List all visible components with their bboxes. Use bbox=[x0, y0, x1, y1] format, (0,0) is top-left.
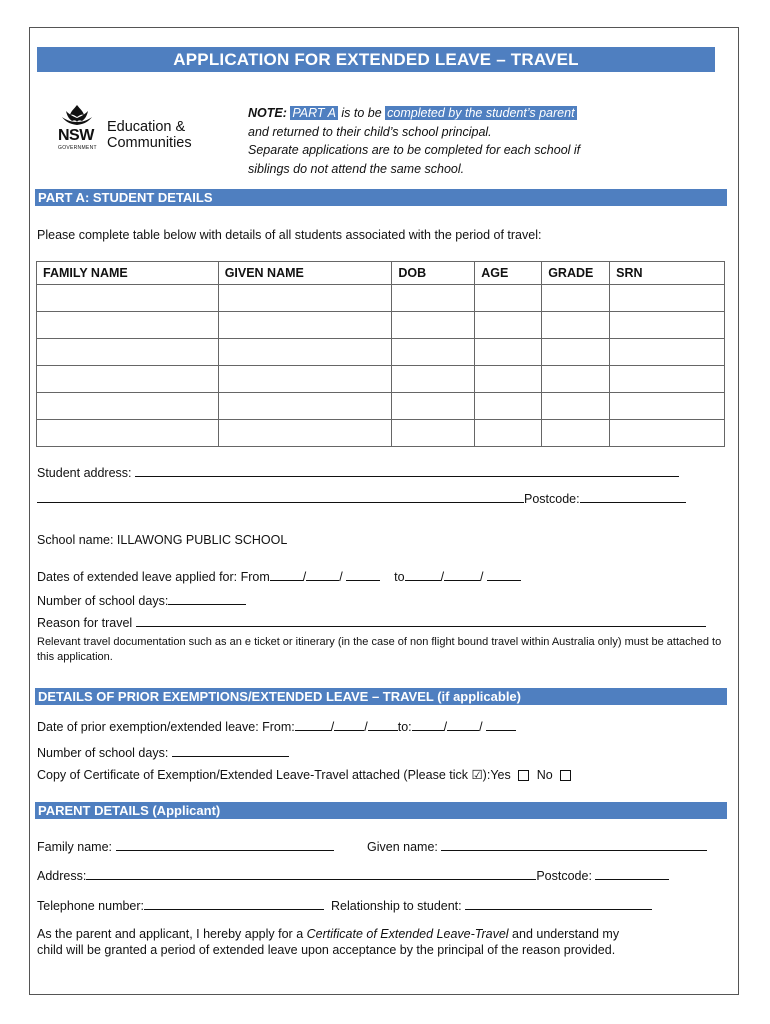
note-completed-highlight: completed by the student’s parent bbox=[387, 106, 575, 120]
prior-to-year-field[interactable] bbox=[486, 717, 516, 731]
yes-checkbox[interactable] bbox=[518, 770, 529, 781]
table-row[interactable] bbox=[37, 420, 725, 447]
student-postcode-field[interactable] bbox=[580, 489, 686, 503]
note-part-a: PART A bbox=[292, 106, 336, 120]
declaration: As the parent and applicant, I hereby apply for a Certificate of Extended Leave-Travel and understand my child will be granted a period of extended leave upon acceptance by the principal of the reason provided. bbox=[37, 927, 620, 957]
col-age: AGE bbox=[475, 262, 542, 285]
family-name-row: Family name: bbox=[37, 837, 334, 854]
prior-from-month-field[interactable] bbox=[334, 717, 364, 731]
department-name: Education & Communities bbox=[107, 119, 192, 151]
prior-to-day-field[interactable] bbox=[412, 717, 444, 731]
given-name-row: Given name: bbox=[367, 837, 707, 854]
certificate-name: Certificate of Extended Leave-Travel bbox=[306, 927, 509, 941]
note-block: NOTE: PART A is to be completed by the student’s parent and returned to their child’s school principal. Separate applications are to be completed for each school if siblings do not attend the same school. bbox=[248, 106, 581, 176]
table-header-row bbox=[37, 262, 725, 285]
prior-school-days-row: Number of school days: bbox=[37, 743, 289, 760]
prior-school-days-field[interactable] bbox=[172, 743, 289, 757]
reason-field[interactable] bbox=[136, 613, 706, 627]
student-address-line2: Postcode: bbox=[37, 489, 686, 506]
student-address-field-2[interactable] bbox=[37, 489, 524, 503]
school-days-row: Number of school days: bbox=[37, 591, 246, 608]
leave-dates-row: Dates of extended leave applied for: From / / to / / bbox=[37, 567, 521, 584]
parent-details-heading: PARENT DETAILS (Applicant) bbox=[35, 802, 727, 819]
note-label: NOTE: bbox=[248, 106, 287, 120]
table-row[interactable] bbox=[37, 339, 725, 366]
from-month-field[interactable] bbox=[306, 567, 339, 581]
to-month-field[interactable] bbox=[444, 567, 480, 581]
table-row[interactable] bbox=[37, 366, 725, 393]
part-a-heading: PART A: STUDENT DETAILS bbox=[35, 189, 727, 206]
no-checkbox[interactable] bbox=[560, 770, 571, 781]
waratah-icon bbox=[58, 103, 96, 127]
table-row[interactable] bbox=[37, 285, 725, 312]
given-name-field[interactable] bbox=[441, 837, 707, 851]
telephone-field[interactable] bbox=[144, 896, 324, 910]
col-dob: DOB bbox=[392, 262, 475, 285]
reason-row: Reason for travel bbox=[37, 613, 706, 630]
student-address-row: Student address: bbox=[37, 463, 679, 480]
prior-date-row: Date of prior exemption/extended leave: From: / / to: / / bbox=[37, 717, 516, 734]
family-name-field[interactable] bbox=[116, 837, 334, 851]
prior-to-month-field[interactable] bbox=[447, 717, 479, 731]
prior-exemptions-heading: DETAILS OF PRIOR EXEMPTIONS/EXTENDED LEAVE – TRAVEL (if applicable) bbox=[35, 688, 727, 705]
to-day-field[interactable] bbox=[405, 567, 441, 581]
form-title: APPLICATION FOR EXTENDED LEAVE – TRAVEL bbox=[37, 47, 715, 72]
nsw-wordmark: NSW bbox=[58, 127, 94, 144]
prior-from-day-field[interactable] bbox=[295, 717, 331, 731]
nsw-logo bbox=[58, 103, 218, 155]
school-name: School name: ILLAWONG PUBLIC SCHOOL bbox=[37, 533, 288, 547]
certificate-attached-row: Copy of Certificate of Exemption/Extended Leave-Travel attached (Please tick ☑):Yes No bbox=[37, 767, 575, 782]
telephone-row: Telephone number: Relationship to student: bbox=[37, 896, 652, 913]
relationship-field[interactable] bbox=[465, 896, 652, 910]
address-row: Address: Postcode: bbox=[37, 866, 669, 883]
parent-postcode-field[interactable] bbox=[595, 866, 669, 880]
student-address-field[interactable] bbox=[135, 463, 679, 477]
address-field[interactable] bbox=[86, 866, 536, 880]
col-given-name: GIVEN NAME bbox=[218, 262, 392, 285]
school-days-field[interactable] bbox=[168, 591, 246, 605]
col-grade: GRADE bbox=[542, 262, 610, 285]
table-instruction: Please complete table below with details of all students associated with the period of travel: bbox=[37, 228, 542, 242]
from-day-field[interactable] bbox=[270, 567, 303, 581]
students-table bbox=[36, 261, 725, 447]
table-row[interactable] bbox=[37, 312, 725, 339]
col-srn: SRN bbox=[610, 262, 725, 285]
to-year-field[interactable] bbox=[487, 567, 521, 581]
table-row[interactable] bbox=[37, 393, 725, 420]
from-year-field[interactable] bbox=[346, 567, 380, 581]
col-family-name: FAMILY NAME bbox=[37, 262, 219, 285]
documentation-note: Relevant travel documentation such as an e ticket or itinerary (in the case of non flight bound travel within Australia only) must be attached to this application. bbox=[37, 636, 722, 663]
prior-from-year-field[interactable] bbox=[368, 717, 398, 731]
government-wordmark: GOVERNMENT bbox=[58, 145, 97, 151]
